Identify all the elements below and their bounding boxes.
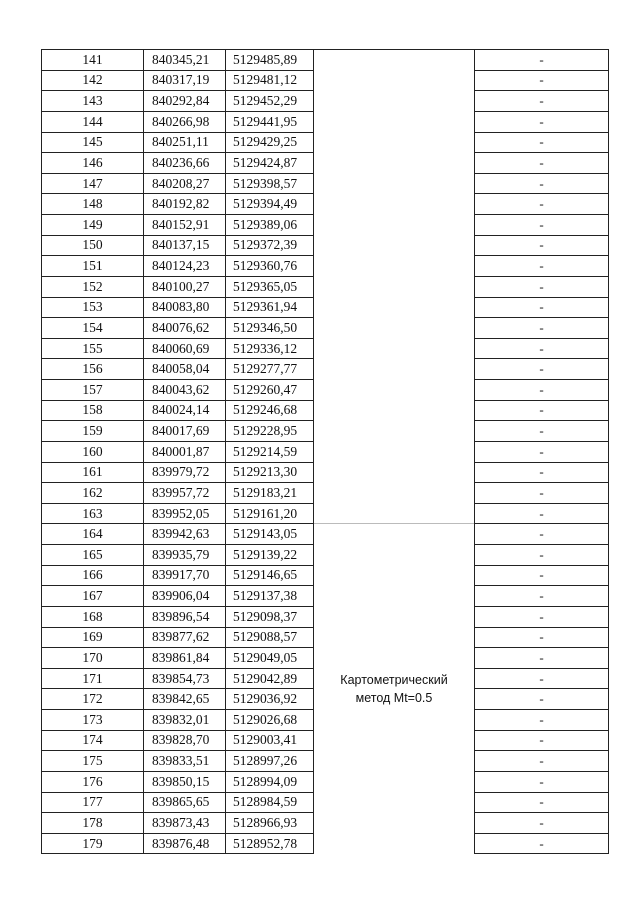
x-coordinate-cell: 839906,04 bbox=[144, 586, 226, 607]
point-number-cell: 175 bbox=[42, 751, 144, 772]
y-coordinate-cell: 5128952,78 bbox=[226, 833, 314, 854]
note-cell: - bbox=[475, 524, 609, 545]
y-coordinate-cell: 5128984,59 bbox=[226, 792, 314, 813]
y-coordinate-cell: 5129481,12 bbox=[226, 70, 314, 91]
note-cell: - bbox=[475, 380, 609, 401]
point-number-cell: 151 bbox=[42, 256, 144, 277]
x-coordinate-cell: 840208,27 bbox=[144, 173, 226, 194]
y-coordinate-cell: 5129361,94 bbox=[226, 297, 314, 318]
y-coordinate-cell: 5129146,65 bbox=[226, 565, 314, 586]
note-cell: - bbox=[475, 668, 609, 689]
note-cell: - bbox=[475, 256, 609, 277]
y-coordinate-cell: 5129088,57 bbox=[226, 627, 314, 648]
x-coordinate-cell: 840058,04 bbox=[144, 359, 226, 380]
point-number-cell: 146 bbox=[42, 153, 144, 174]
method-cell-empty bbox=[314, 50, 475, 524]
x-coordinate-cell: 840124,23 bbox=[144, 256, 226, 277]
point-number-cell: 177 bbox=[42, 792, 144, 813]
x-coordinate-cell: 840060,69 bbox=[144, 338, 226, 359]
note-cell: - bbox=[475, 710, 609, 731]
y-coordinate-cell: 5128994,09 bbox=[226, 771, 314, 792]
x-coordinate-cell: 840001,87 bbox=[144, 441, 226, 462]
note-cell: - bbox=[475, 462, 609, 483]
y-coordinate-cell: 5129372,39 bbox=[226, 235, 314, 256]
x-coordinate-cell: 839854,73 bbox=[144, 668, 226, 689]
method-label-line2: метод Mt=0.5 bbox=[355, 691, 433, 706]
x-coordinate-cell: 840017,69 bbox=[144, 421, 226, 442]
y-coordinate-cell: 5129424,87 bbox=[226, 153, 314, 174]
y-coordinate-cell: 5129213,30 bbox=[226, 462, 314, 483]
point-number-cell: 144 bbox=[42, 111, 144, 132]
note-cell: - bbox=[475, 400, 609, 421]
y-coordinate-cell: 5129277,77 bbox=[226, 359, 314, 380]
note-cell: - bbox=[475, 441, 609, 462]
x-coordinate-cell: 839850,15 bbox=[144, 771, 226, 792]
note-cell: - bbox=[475, 297, 609, 318]
y-coordinate-cell: 5129389,06 bbox=[226, 215, 314, 236]
method-label-line1: Картометрический bbox=[340, 673, 448, 688]
note-cell: - bbox=[475, 215, 609, 236]
x-coordinate-cell: 840192,82 bbox=[144, 194, 226, 215]
point-number-cell: 152 bbox=[42, 276, 144, 297]
point-number-cell: 165 bbox=[42, 545, 144, 566]
y-coordinate-cell: 5129441,95 bbox=[226, 111, 314, 132]
y-coordinate-cell: 5128997,26 bbox=[226, 751, 314, 772]
x-coordinate-cell: 839861,84 bbox=[144, 648, 226, 669]
point-number-cell: 153 bbox=[42, 297, 144, 318]
x-coordinate-cell: 839833,51 bbox=[144, 751, 226, 772]
note-cell: - bbox=[475, 586, 609, 607]
x-coordinate-cell: 839842,65 bbox=[144, 689, 226, 710]
x-coordinate-cell: 839935,79 bbox=[144, 545, 226, 566]
point-number-cell: 159 bbox=[42, 421, 144, 442]
y-coordinate-cell: 5129452,29 bbox=[226, 91, 314, 112]
table-row bbox=[42, 524, 609, 545]
point-number-cell: 142 bbox=[42, 70, 144, 91]
y-coordinate-cell: 5129485,89 bbox=[226, 50, 314, 71]
y-coordinate-cell: 5129161,20 bbox=[226, 503, 314, 524]
note-cell: - bbox=[475, 132, 609, 153]
note-cell: - bbox=[475, 503, 609, 524]
point-number-cell: 174 bbox=[42, 730, 144, 751]
y-coordinate-cell: 5129336,12 bbox=[226, 338, 314, 359]
x-coordinate-cell: 840100,27 bbox=[144, 276, 226, 297]
note-cell: - bbox=[475, 792, 609, 813]
point-number-cell: 148 bbox=[42, 194, 144, 215]
note-cell: - bbox=[475, 318, 609, 339]
point-number-cell: 161 bbox=[42, 462, 144, 483]
method-cell bbox=[314, 524, 475, 854]
x-coordinate-cell: 839896,54 bbox=[144, 606, 226, 627]
x-coordinate-cell: 839942,63 bbox=[144, 524, 226, 545]
point-number-cell: 164 bbox=[42, 524, 144, 545]
point-number-cell: 163 bbox=[42, 503, 144, 524]
x-coordinate-cell: 839957,72 bbox=[144, 483, 226, 504]
x-coordinate-cell: 840236,66 bbox=[144, 153, 226, 174]
x-coordinate-cell: 840292,84 bbox=[144, 91, 226, 112]
note-cell: - bbox=[475, 153, 609, 174]
x-coordinate-cell: 840251,11 bbox=[144, 132, 226, 153]
note-cell: - bbox=[475, 235, 609, 256]
point-number-cell: 149 bbox=[42, 215, 144, 236]
y-coordinate-cell: 5129143,05 bbox=[226, 524, 314, 545]
y-coordinate-cell: 5129183,21 bbox=[226, 483, 314, 504]
y-coordinate-cell: 5129394,49 bbox=[226, 194, 314, 215]
point-number-cell: 171 bbox=[42, 668, 144, 689]
x-coordinate-cell: 840152,91 bbox=[144, 215, 226, 236]
note-cell: - bbox=[475, 545, 609, 566]
y-coordinate-cell: 5129042,89 bbox=[226, 668, 314, 689]
point-number-cell: 169 bbox=[42, 627, 144, 648]
point-number-cell: 143 bbox=[42, 91, 144, 112]
x-coordinate-cell: 839876,48 bbox=[144, 833, 226, 854]
x-coordinate-cell: 840137,15 bbox=[144, 235, 226, 256]
note-cell: - bbox=[475, 648, 609, 669]
point-number-cell: 178 bbox=[42, 813, 144, 834]
point-number-cell: 160 bbox=[42, 441, 144, 462]
y-coordinate-cell: 5129049,05 bbox=[226, 648, 314, 669]
point-number-cell: 167 bbox=[42, 586, 144, 607]
x-coordinate-cell: 840043,62 bbox=[144, 380, 226, 401]
note-cell: - bbox=[475, 421, 609, 442]
x-coordinate-cell: 839877,62 bbox=[144, 627, 226, 648]
y-coordinate-cell: 5129139,22 bbox=[226, 545, 314, 566]
note-cell: - bbox=[475, 565, 609, 586]
note-cell: - bbox=[475, 627, 609, 648]
note-cell: - bbox=[475, 276, 609, 297]
point-number-cell: 145 bbox=[42, 132, 144, 153]
note-cell: - bbox=[475, 689, 609, 710]
x-coordinate-cell: 839828,70 bbox=[144, 730, 226, 751]
point-number-cell: 173 bbox=[42, 710, 144, 731]
note-cell: - bbox=[475, 606, 609, 627]
y-coordinate-cell: 5129360,76 bbox=[226, 256, 314, 277]
coordinates-table bbox=[41, 49, 609, 854]
point-number-cell: 141 bbox=[42, 50, 144, 71]
note-cell: - bbox=[475, 833, 609, 854]
note-cell: - bbox=[475, 483, 609, 504]
point-number-cell: 156 bbox=[42, 359, 144, 380]
note-cell: - bbox=[475, 813, 609, 834]
note-cell: - bbox=[475, 50, 609, 71]
note-cell: - bbox=[475, 771, 609, 792]
x-coordinate-cell: 839952,05 bbox=[144, 503, 226, 524]
y-coordinate-cell: 5129098,37 bbox=[226, 606, 314, 627]
y-coordinate-cell: 5129346,50 bbox=[226, 318, 314, 339]
point-number-cell: 155 bbox=[42, 338, 144, 359]
y-coordinate-cell: 5129137,38 bbox=[226, 586, 314, 607]
point-number-cell: 147 bbox=[42, 173, 144, 194]
x-coordinate-cell: 839865,65 bbox=[144, 792, 226, 813]
table-row bbox=[42, 50, 609, 71]
y-coordinate-cell: 5128966,93 bbox=[226, 813, 314, 834]
y-coordinate-cell: 5129260,47 bbox=[226, 380, 314, 401]
point-number-cell: 176 bbox=[42, 771, 144, 792]
point-number-cell: 162 bbox=[42, 483, 144, 504]
x-coordinate-cell: 839979,72 bbox=[144, 462, 226, 483]
y-coordinate-cell: 5129398,57 bbox=[226, 173, 314, 194]
note-cell: - bbox=[475, 194, 609, 215]
y-coordinate-cell: 5129026,68 bbox=[226, 710, 314, 731]
point-number-cell: 170 bbox=[42, 648, 144, 669]
y-coordinate-cell: 5129228,95 bbox=[226, 421, 314, 442]
y-coordinate-cell: 5129365,05 bbox=[226, 276, 314, 297]
note-cell: - bbox=[475, 751, 609, 772]
y-coordinate-cell: 5129429,25 bbox=[226, 132, 314, 153]
note-cell: - bbox=[475, 91, 609, 112]
y-coordinate-cell: 5129003,41 bbox=[226, 730, 314, 751]
note-cell: - bbox=[475, 338, 609, 359]
x-coordinate-cell: 840076,62 bbox=[144, 318, 226, 339]
note-cell: - bbox=[475, 111, 609, 132]
x-coordinate-cell: 840024,14 bbox=[144, 400, 226, 421]
point-number-cell: 166 bbox=[42, 565, 144, 586]
point-number-cell: 157 bbox=[42, 380, 144, 401]
x-coordinate-cell: 839832,01 bbox=[144, 710, 226, 731]
coordinates-table-body bbox=[42, 50, 609, 854]
y-coordinate-cell: 5129036,92 bbox=[226, 689, 314, 710]
point-number-cell: 179 bbox=[42, 833, 144, 854]
point-number-cell: 158 bbox=[42, 400, 144, 421]
point-number-cell: 172 bbox=[42, 689, 144, 710]
note-cell: - bbox=[475, 359, 609, 380]
point-number-cell: 150 bbox=[42, 235, 144, 256]
x-coordinate-cell: 840266,98 bbox=[144, 111, 226, 132]
note-cell: - bbox=[475, 70, 609, 91]
y-coordinate-cell: 5129246,68 bbox=[226, 400, 314, 421]
point-number-cell: 168 bbox=[42, 606, 144, 627]
x-coordinate-cell: 839873,43 bbox=[144, 813, 226, 834]
x-coordinate-cell: 840317,19 bbox=[144, 70, 226, 91]
point-number-cell: 154 bbox=[42, 318, 144, 339]
x-coordinate-cell: 839917,70 bbox=[144, 565, 226, 586]
note-cell: - bbox=[475, 730, 609, 751]
note-cell: - bbox=[475, 173, 609, 194]
x-coordinate-cell: 840083,80 bbox=[144, 297, 226, 318]
y-coordinate-cell: 5129214,59 bbox=[226, 441, 314, 462]
x-coordinate-cell: 840345,21 bbox=[144, 50, 226, 71]
